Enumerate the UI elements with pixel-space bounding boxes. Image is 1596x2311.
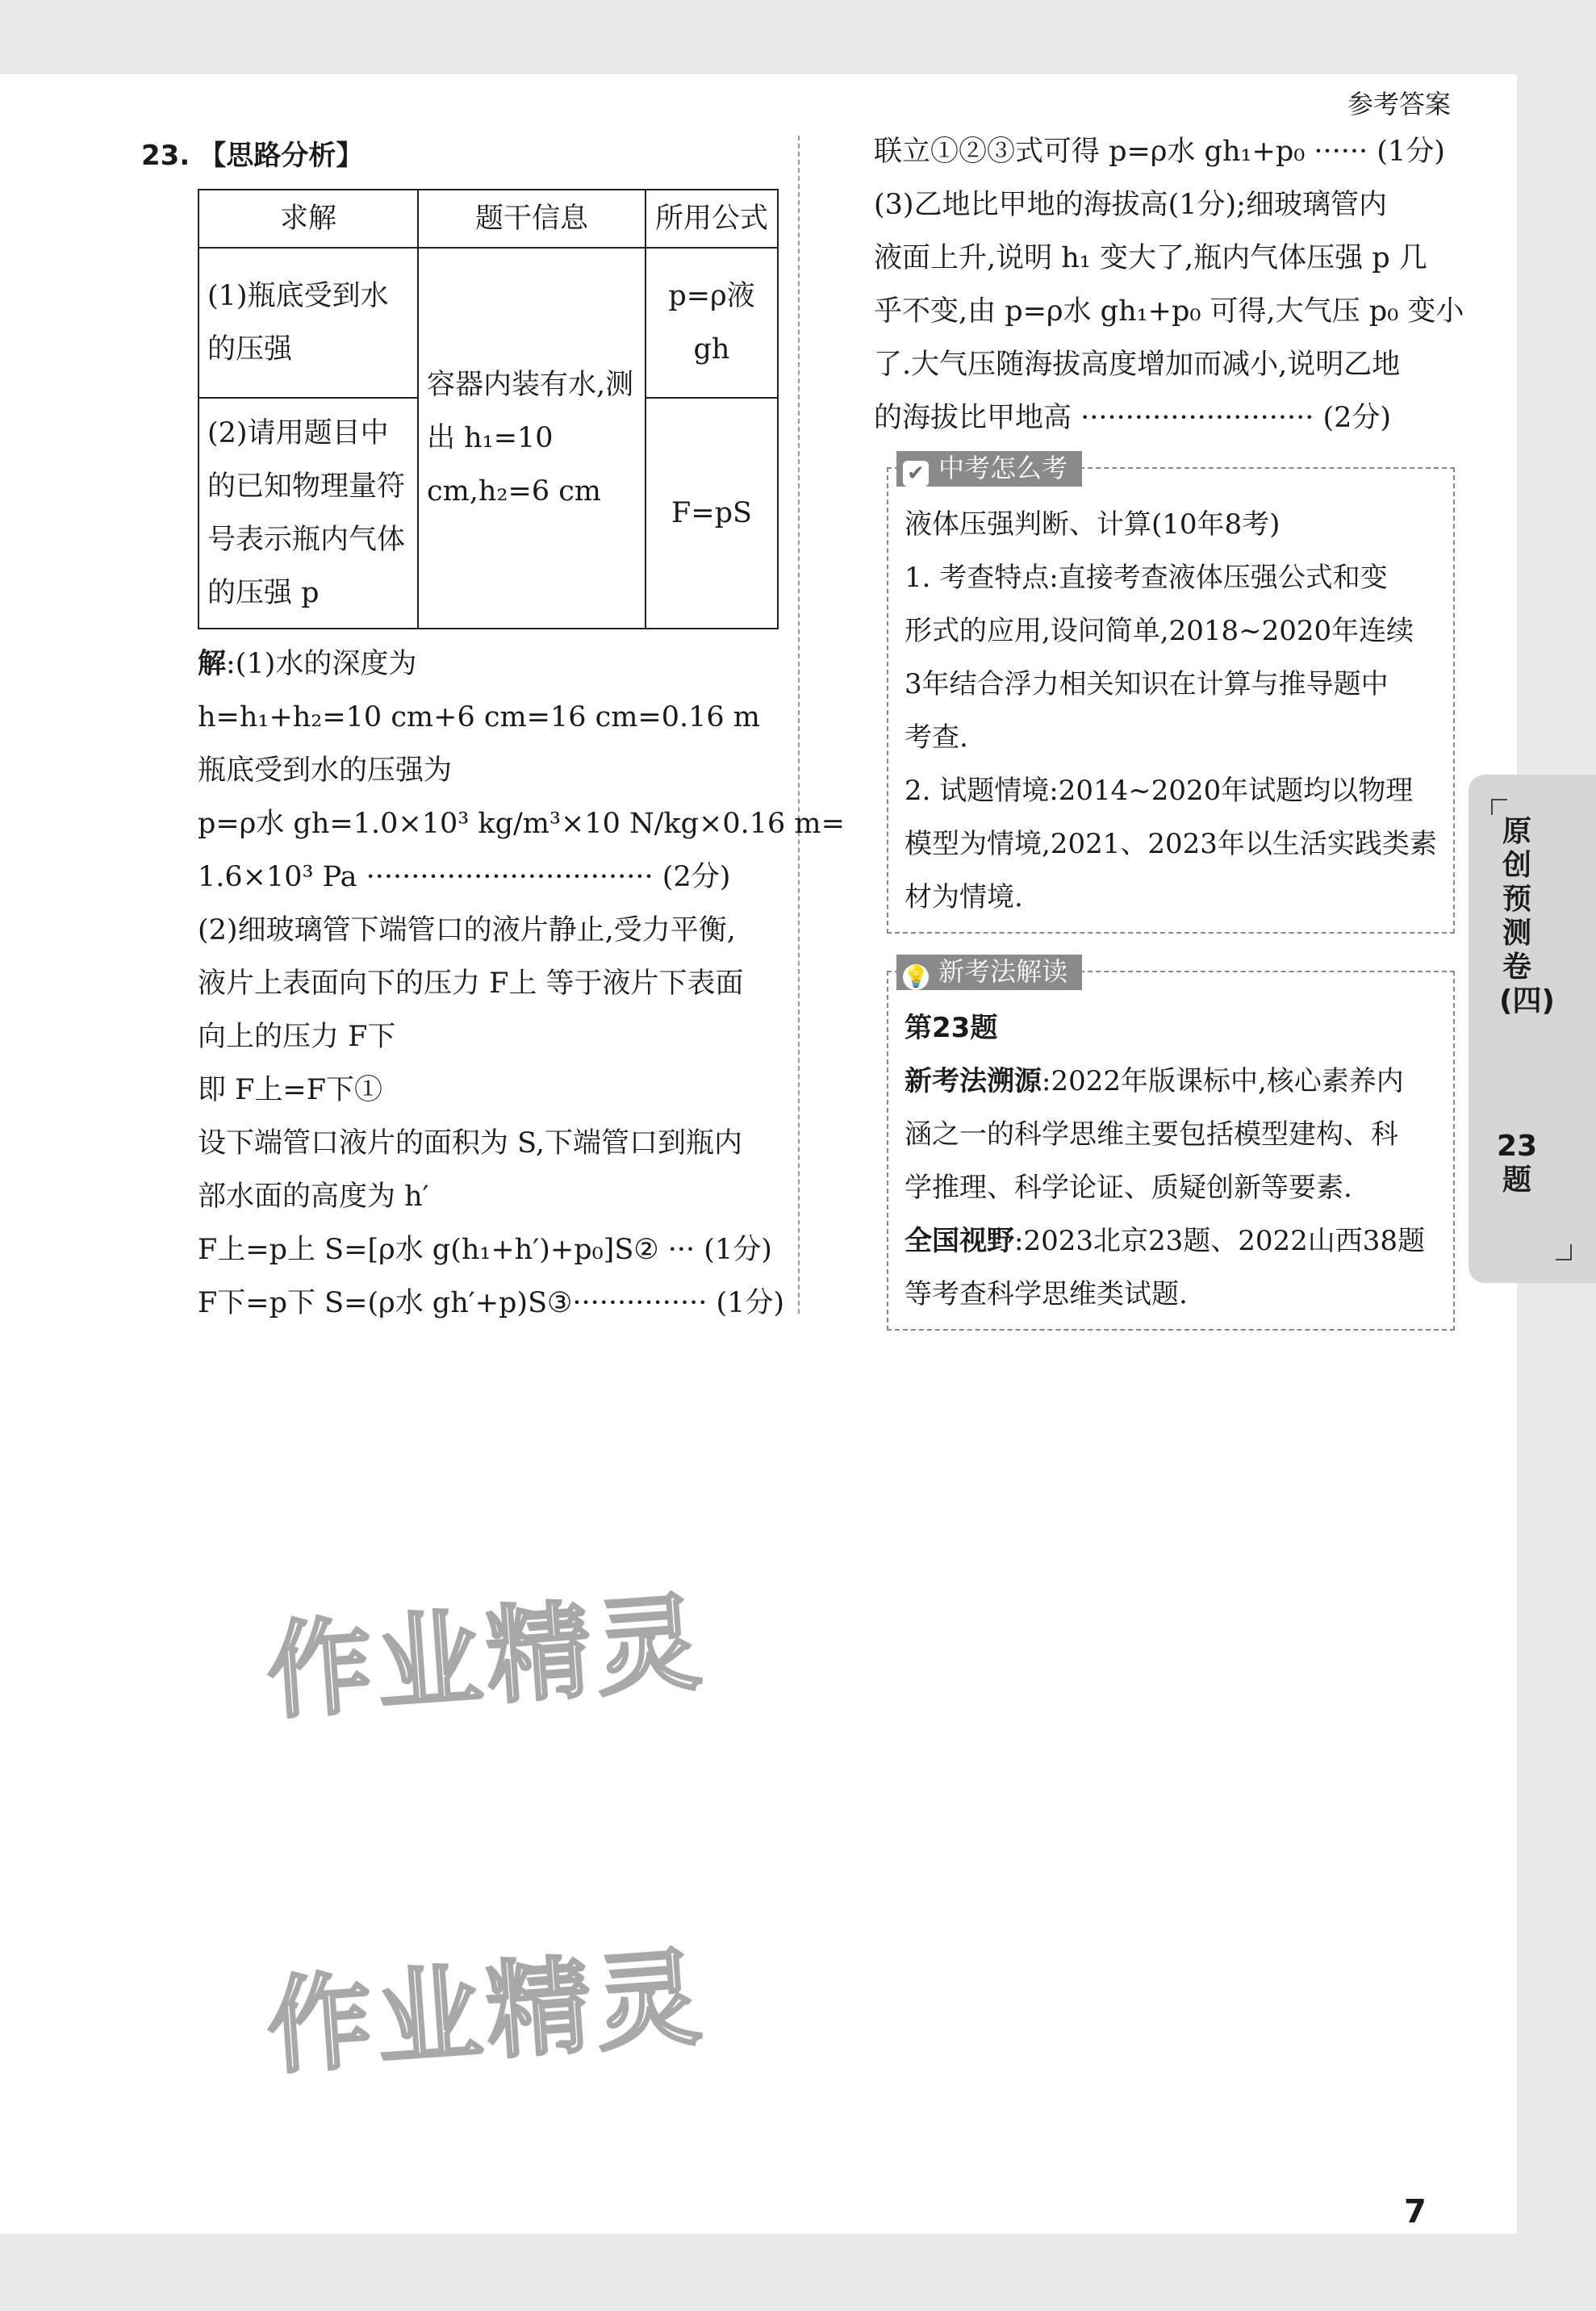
new-method-box <box>887 956 1455 1331</box>
table-header: 所用公式 <box>646 190 778 248</box>
solution-line: 部水面的高度为 h′ <box>198 1181 429 1213</box>
solution-line: F上=p上 S=[ρ水 g(h₁+h′)+p₀]S② ··· (1分) <box>198 1234 772 1266</box>
table-header: 求解 <box>198 190 418 248</box>
solution-line: 瓶底受到水的压强为 <box>198 754 453 787</box>
box-line: 学推理、科学论证、质疑创新等要素. <box>905 1172 1352 1204</box>
box-line: 形式的应用,设问简单,2018~2020年连续 <box>905 615 1414 647</box>
watermark: 作业精灵 <box>263 1581 710 1734</box>
column-divider <box>798 136 800 1314</box>
solution-line: 1.6×10³ Pa ································ (2分) <box>198 861 731 893</box>
analysis-table <box>198 189 779 629</box>
table-header-row <box>198 190 778 248</box>
exam-analysis-tag: ✔ 中考怎么考 <box>896 451 1082 487</box>
new-method-tag: 💡 新考法解读 <box>896 955 1082 990</box>
box-line: 材为情境. <box>905 881 1023 913</box>
exam-analysis-box <box>887 453 1455 934</box>
table-cell: p=ρ液 gh <box>646 248 778 398</box>
table-row <box>198 248 778 398</box>
answer-line: 了.大气压随海拔高度增加而减小,说明乙地 <box>874 349 1401 381</box>
answer-line: 的海拔比甲地高 ·························· (2分) <box>874 402 1392 434</box>
table-cell: (2)请用题目中的已知物理量符号表示瓶内气体的压强 p <box>198 398 418 629</box>
table-header: 题干信息 <box>418 190 646 248</box>
right-column <box>874 125 1464 1331</box>
header-label: 参考答案 <box>1347 89 1451 119</box>
left-column <box>141 129 845 1330</box>
watermark: 作业精灵 <box>263 1936 710 2089</box>
solution-line: (2)细玻璃管下端管口的液片静止,受力平衡, <box>198 914 736 947</box>
side-tab-number: 23题 <box>1496 1130 1538 1197</box>
checkmark-icon: ✔ <box>903 461 929 487</box>
box-line: 2. 试题情境:2014~2020年试题均以物理 <box>905 775 1414 807</box>
question-number: 23. <box>141 140 190 172</box>
side-tab-title: 原创预测卷(四) <box>1499 815 1555 1018</box>
box-line: 1. 考查特点:直接考查液体压强公式和变 <box>905 562 1388 594</box>
solution-line: 液片上表面向下的压力 F上 等于液片下表面 <box>198 967 744 1000</box>
question-heading <box>141 129 779 182</box>
answer-line: (3)乙地比甲地的海拔高(1分);细玻璃管内 <box>874 189 1387 221</box>
box-line: 全国视野:2023北京23题、2022山西38题 <box>905 1225 1426 1257</box>
side-tab <box>1469 775 1596 1283</box>
solution-line: 解:(1)水的深度为 <box>198 648 417 680</box>
solution-line: 即 F上=F下① <box>198 1074 383 1106</box>
table-cell: F=pS <box>646 398 778 629</box>
table-cell: 容器内装有水,测出 h₁=10 cm,h₂=6 cm <box>418 248 646 629</box>
question-title: 【思路分析】 <box>198 140 364 172</box>
solution-line: F下=p下 S=(ρ水 gh′+p)S③··············· (1分) <box>198 1287 785 1319</box>
box-line: 液体压强判断、计算(10年8考) <box>905 508 1281 541</box>
answer-line: 液面上升,说明 h₁ 变大了,瓶内气体压强 p 几 <box>874 242 1427 274</box>
lightbulb-icon: 💡 <box>903 965 930 989</box>
solution-line: 向上的压力 F下 <box>198 1021 396 1053</box>
box-line: 等考查科学思维类试题. <box>905 1278 1188 1310</box>
corner-mark <box>1556 1244 1572 1260</box>
box-line: 3年结合浮力相关知识在计算与推导题中 <box>905 668 1389 700</box>
solution <box>198 637 845 1330</box>
solution-line: h=h₁+h₂=10 cm+6 cm=16 cm=0.16 m <box>198 701 760 733</box>
box-line: 新考法溯源:2022年版课标中,核心素养内 <box>905 1065 1404 1097</box>
page-number: 7 <box>1404 2193 1427 2230</box>
box-line: 考查. <box>905 721 968 754</box>
solution-line: 设下端管口液片的面积为 S,下端管口到瓶内 <box>198 1127 742 1160</box>
box-title: 第23题 <box>905 1012 998 1044</box>
answer-line: 乎不变,由 p=ρ水 gh₁+p₀ 可得,大气压 p₀ 变小 <box>874 295 1464 328</box>
table-cell: (1)瓶底受到水的压强 <box>198 248 418 398</box>
box-line: 模型为情境,2021、2023年以生活实践类素 <box>905 828 1437 860</box>
box-line: 涵之一的科学思维主要包括模型建构、科 <box>905 1118 1398 1151</box>
solution-line: p=ρ水 gh=1.0×10³ kg/m³×10 N/kg×0.16 m= <box>198 808 845 840</box>
answer-line: 联立①②③式可得 p=ρ水 gh₁+p₀ ······ (1分) <box>874 136 1445 168</box>
corner-mark <box>1491 799 1507 815</box>
